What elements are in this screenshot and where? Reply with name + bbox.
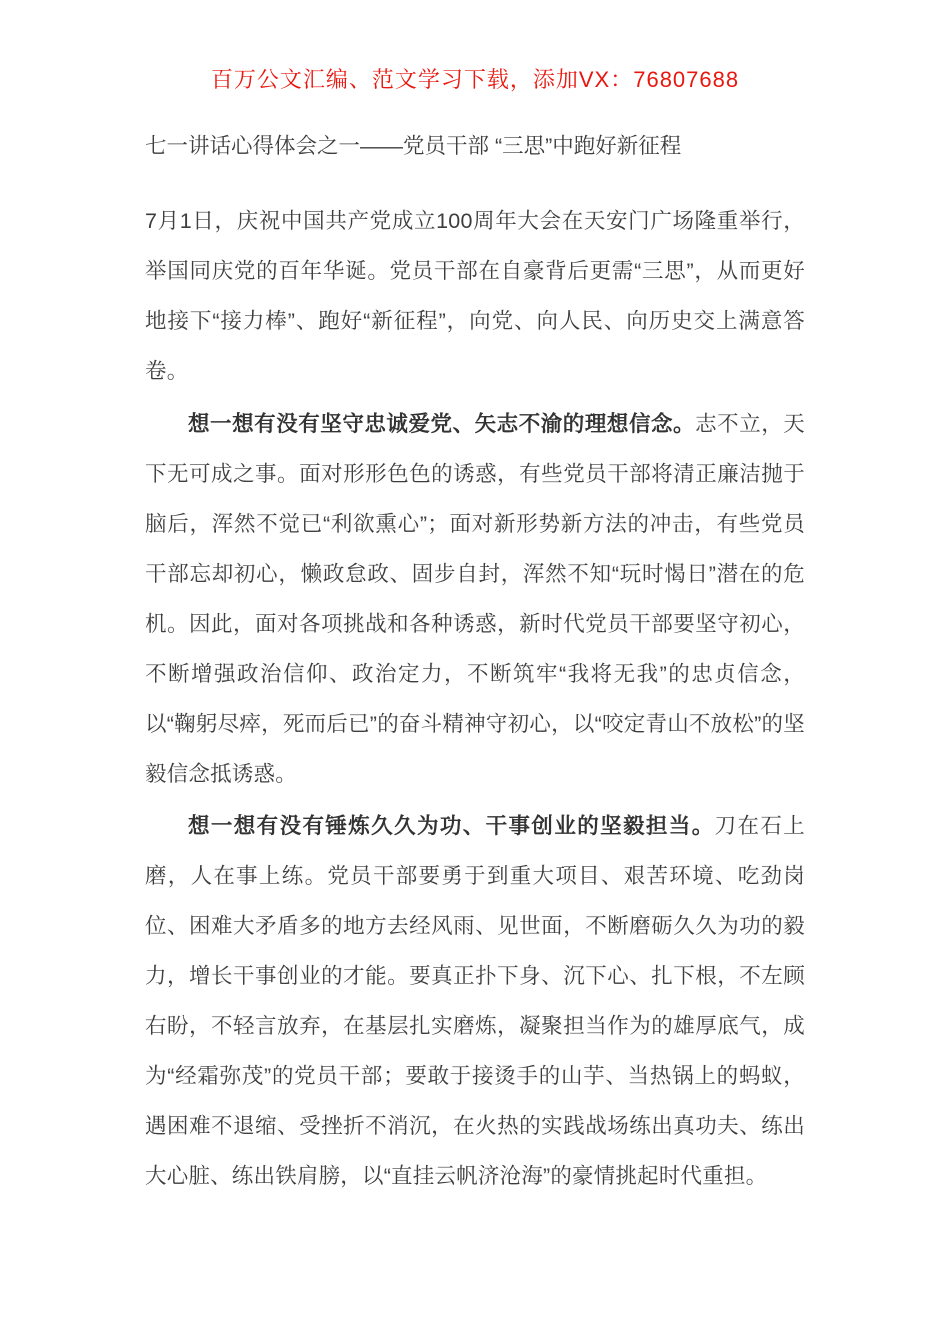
paragraph-ideals	[145, 399, 805, 799]
paragraph-intro-body: 7月1日，庆祝中国共产党成立100周年大会在天安门广场隆重举行，举国同庆党的百年华诞。党员干部在自豪背后更需“三思”，从而更好地接下“接力棒”、跑好“新征程”，向党、向人民、向历史交上满意答卷。	[145, 209, 805, 383]
paragraph-perseverance-body: 刀在石上磨，人在事上练。党员干部要勇于到重大项目、艰苦环境、吃劲岗位、困难大矛盾多的地方去经风雨、见世面，不断磨砺久久为功的毅力，增长干事创业的才能。要真正扑下身、沉下心、扎下根，不左顾右盼，不轻言放弃，在基层扎实磨炼，凝聚担当作为的雄厚底气，成为“经霜弥茂”的党员干部；要敢于接烫手的山芋、当热锅上的蚂蚁，遇困难不退缩、受挫折不消沉，在火热的实践战场练出真功夫、练出大心脏、练出铁肩膀，以“直挂云帆济沧海”的豪情挑起时代重担。	[145, 814, 805, 1188]
paragraph-perseverance	[145, 801, 805, 1201]
paragraph-ideals-lead: 想一想有没有坚守忠诚爱党、矢志不渝的理想信念。	[188, 412, 696, 436]
paragraph-intro	[145, 196, 805, 396]
promo-notice-banner: 百万公文汇编、范文学习下载，添加VX：76807688	[210, 67, 740, 92]
document-title: 七一讲话心得体会之一——党员干部 “三思”中跑好新征程	[145, 134, 682, 158]
paragraph-perseverance-lead: 想一想有没有锤炼久久为功、干事创业的坚毅担当。	[188, 814, 715, 838]
paragraph-ideals-body: 志不立，天下无可成之事。面对形形色色的诱惑，有些党员干部将清正廉洁抛于脑后，浑然不觉已“利欲熏心”；面对新形势新方法的冲击，有些党员干部忘却初心，懒政怠政、固步自封，浑然不知“玩时愒日”潜在的危机。因此，面对各项挑战和各种诱惑，新时代党员干部要坚守初心，不断增强政治信仰、政治定力，不断筑牢“我将无我”的忠贞信念，以“鞠躬尽瘁，死而后已”的奋斗精神守初心，以“咬定青山不放松”的坚毅信念抵诱惑。	[145, 412, 805, 786]
